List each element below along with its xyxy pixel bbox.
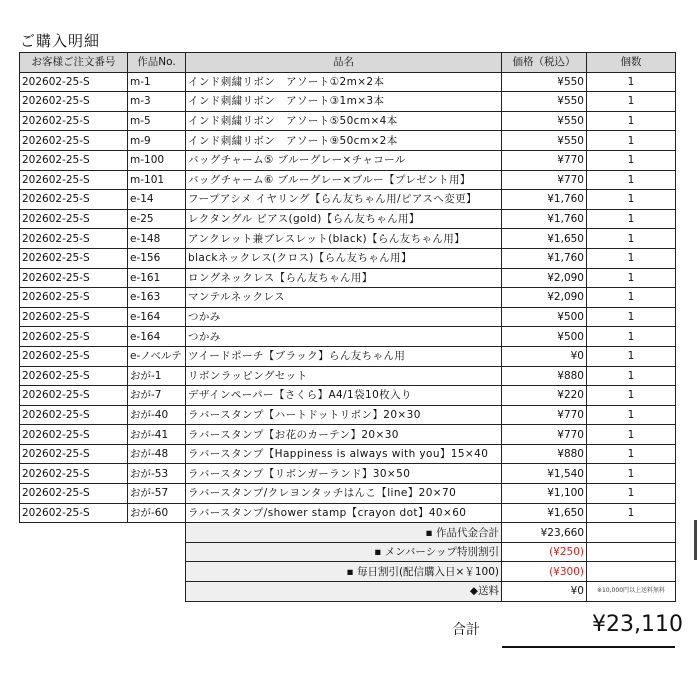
table-row <box>20 72 676 92</box>
table-row <box>20 405 676 425</box>
item-name-cell: ラバースタンプ【ハートドットリボン】20×30 <box>186 405 502 425</box>
item-name-cell: ツイードポーチ【ブラック】らん友ちゃん用 <box>186 346 502 366</box>
table-row <box>20 170 676 190</box>
order-number-cell: 202602-25-S <box>20 307 128 327</box>
item-code-cell: m-3 <box>128 92 186 112</box>
page-title: ご購入明細 <box>20 32 101 50</box>
price-cell: ¥880 <box>502 366 587 386</box>
item-name-cell: ラバースタンプ/クレヨンタッチはんこ【line】20×70 <box>186 484 502 504</box>
item-name-cell: インド刺繍リボン アソート③1m×3本 <box>186 92 502 112</box>
subtotal-row <box>20 523 676 543</box>
item-name-cell: ラバースタンプ【お花のカーテン】20×30 <box>186 425 502 445</box>
item-name-cell: つかみ <box>186 327 502 347</box>
table-row <box>20 425 676 445</box>
quantity-cell: 1 <box>587 307 676 327</box>
item-code-cell: m-5 <box>128 111 186 131</box>
price-cell: ¥880 <box>502 444 587 464</box>
table-row <box>20 150 676 170</box>
item-code-cell: e-148 <box>128 229 186 249</box>
order-number-cell: 202602-25-S <box>20 72 128 92</box>
order-number-cell: 202602-25-S <box>20 366 128 386</box>
price-cell: ¥1,650 <box>502 229 587 249</box>
order-number-cell: 202602-25-S <box>20 425 128 445</box>
shipping-note: ※10,000円以上送料無料 <box>587 582 676 602</box>
order-details-table <box>19 52 676 602</box>
quantity-cell: 1 <box>587 464 676 484</box>
order-number-cell: 202602-25-S <box>20 190 128 210</box>
quantity-cell: 1 <box>587 288 676 308</box>
order-number-cell: 202602-25-S <box>20 248 128 268</box>
item-code-cell: おが-48 <box>128 444 186 464</box>
quantity-cell: 1 <box>587 111 676 131</box>
header-order-number: お客様ご注文番号 <box>20 53 128 73</box>
price-cell: ¥1,100 <box>502 484 587 504</box>
item-name-cell: ロングネックレス【らん友ちゃん用】 <box>186 268 502 288</box>
order-number-cell: 202602-25-S <box>20 111 128 131</box>
table-row <box>20 288 676 308</box>
price-cell: ¥550 <box>502 131 587 151</box>
item-code-cell: m-100 <box>128 150 186 170</box>
table-row <box>20 209 676 229</box>
price-cell: ¥1,540 <box>502 464 587 484</box>
item-name-cell: マンテルネックレス <box>186 288 502 308</box>
table-row <box>20 92 676 112</box>
quantity-cell: 1 <box>587 72 676 92</box>
item-name-cell: フープアシメ イヤリング【らん友ちゃん用/ピアスへ変更】 <box>186 190 502 210</box>
table-header-row <box>20 53 676 73</box>
quantity-cell: 1 <box>587 92 676 112</box>
price-cell: ¥1,650 <box>502 503 587 523</box>
order-number-cell: 202602-25-S <box>20 209 128 229</box>
daily-discount-value: (¥300) <box>502 562 587 582</box>
item-code-cell: m-1 <box>128 72 186 92</box>
price-cell: ¥2,090 <box>502 268 587 288</box>
price-cell: ¥2,090 <box>502 288 587 308</box>
quantity-cell: 1 <box>587 444 676 464</box>
header-price: 価格（税込） <box>502 53 587 73</box>
subtotal-label: ▪ 作品代金合計 <box>186 523 502 543</box>
price-cell: ¥220 <box>502 386 587 406</box>
order-number-cell: 202602-25-S <box>20 346 128 366</box>
header-item-name: 品名 <box>186 53 502 73</box>
item-code-cell: e-14 <box>128 190 186 210</box>
price-cell: ¥550 <box>502 111 587 131</box>
item-code-cell: おが-40 <box>128 405 186 425</box>
item-name-cell: リボンラッピングセット <box>186 366 502 386</box>
item-code-cell: おが-7 <box>128 386 186 406</box>
price-cell: ¥500 <box>502 307 587 327</box>
item-code-cell: m-9 <box>128 131 186 151</box>
order-number-cell: 202602-25-S <box>20 92 128 112</box>
edge-marker <box>694 520 697 560</box>
table-row <box>20 268 676 288</box>
price-cell: ¥770 <box>502 425 587 445</box>
quantity-cell: 1 <box>587 346 676 366</box>
quantity-cell: 1 <box>587 425 676 445</box>
item-code-cell: e-156 <box>128 248 186 268</box>
shipping-row <box>20 582 676 602</box>
quantity-cell: 1 <box>587 268 676 288</box>
order-number-cell: 202602-25-S <box>20 503 128 523</box>
table-row <box>20 346 676 366</box>
quantity-cell: 1 <box>587 131 676 151</box>
total-amount: ¥23,110 <box>592 612 683 637</box>
table-row <box>20 190 676 210</box>
membership-discount-value: (¥250) <box>502 542 587 562</box>
quantity-cell: 1 <box>587 327 676 347</box>
order-number-cell: 202602-25-S <box>20 229 128 249</box>
item-code-cell: e-ノベルテ <box>128 346 186 366</box>
item-name-cell: インド刺繍リボン アソート⑨50cm×2本 <box>186 131 502 151</box>
shipping-value: ¥0 <box>502 582 587 602</box>
quantity-cell: 1 <box>587 170 676 190</box>
item-code-cell: おが-41 <box>128 425 186 445</box>
order-number-cell: 202602-25-S <box>20 484 128 504</box>
daily-discount-label: ▪ 毎日割引(配信購入日×￥100) <box>186 562 502 582</box>
item-code-cell: おが-60 <box>128 503 186 523</box>
table-row <box>20 307 676 327</box>
item-name-cell: blackネックレス(クロス)【らん友ちゃん用】 <box>186 248 502 268</box>
table-row <box>20 484 676 504</box>
order-number-cell: 202602-25-S <box>20 405 128 425</box>
price-cell: ¥550 <box>502 72 587 92</box>
item-code-cell: おが-53 <box>128 464 186 484</box>
item-name-cell: デザインペーパー【さくら】A4/1袋10枚入り <box>186 386 502 406</box>
quantity-cell: 1 <box>587 209 676 229</box>
item-name-cell: バッグチャーム⑤ ブルーグレー×チャコール <box>186 150 502 170</box>
table-row <box>20 111 676 131</box>
item-code-cell: e-161 <box>128 268 186 288</box>
order-number-cell: 202602-25-S <box>20 170 128 190</box>
table-row <box>20 229 676 249</box>
table-row <box>20 444 676 464</box>
total-underline <box>502 646 675 648</box>
price-cell: ¥0 <box>502 346 587 366</box>
item-name-cell: インド刺繍リボン アソート⑤50cm×4本 <box>186 111 502 131</box>
quantity-cell: 1 <box>587 190 676 210</box>
item-name-cell: つかみ <box>186 307 502 327</box>
order-number-cell: 202602-25-S <box>20 444 128 464</box>
item-name-cell: インド刺繍リボン アソート①2m×2本 <box>186 72 502 92</box>
header-quantity: 個数 <box>587 53 676 73</box>
membership-discount-label: ▪ メンバーシップ特別割引 <box>186 542 502 562</box>
total-label: 合計 <box>452 622 480 638</box>
table-row <box>20 327 676 347</box>
order-number-cell: 202602-25-S <box>20 150 128 170</box>
order-number-cell: 202602-25-S <box>20 327 128 347</box>
item-code-cell: おが-57 <box>128 484 186 504</box>
price-cell: ¥500 <box>502 327 587 347</box>
table-row <box>20 386 676 406</box>
item-name-cell: レクタングル ピアス(gold)【らん友ちゃん用】 <box>186 209 502 229</box>
header-item-code: 作品No. <box>128 53 186 73</box>
quantity-cell: 1 <box>587 405 676 425</box>
quantity-cell: 1 <box>587 484 676 504</box>
item-code-cell: おが-1 <box>128 366 186 386</box>
item-name-cell: アンクレット兼ブレスレット(black)【らん友ちゃん用】 <box>186 229 502 249</box>
quantity-cell: 1 <box>587 366 676 386</box>
price-cell: ¥770 <box>502 150 587 170</box>
price-cell: ¥550 <box>502 92 587 112</box>
quantity-cell: 1 <box>587 229 676 249</box>
item-name-cell: ラバースタンプ【Happiness is always with you】15×40 <box>186 444 502 464</box>
table-row <box>20 366 676 386</box>
daily-discount-row <box>20 562 676 582</box>
item-code-cell: e-25 <box>128 209 186 229</box>
quantity-cell: 1 <box>587 503 676 523</box>
item-name-cell: バッグチャーム⑥ ブルーグレー×ブルー【プレゼント用】 <box>186 170 502 190</box>
membership-discount-row <box>20 542 676 562</box>
price-cell: ¥1,760 <box>502 248 587 268</box>
item-code-cell: e-164 <box>128 307 186 327</box>
order-number-cell: 202602-25-S <box>20 268 128 288</box>
quantity-cell: 1 <box>587 150 676 170</box>
item-code-cell: m-101 <box>128 170 186 190</box>
quantity-cell: 1 <box>587 386 676 406</box>
price-cell: ¥770 <box>502 170 587 190</box>
order-number-cell: 202602-25-S <box>20 131 128 151</box>
order-number-cell: 202602-25-S <box>20 288 128 308</box>
shipping-label: ◆送料 <box>186 582 502 602</box>
item-name-cell: ラバースタンプ【リボンガーランド】30×50 <box>186 464 502 484</box>
item-name-cell: ラバースタンプ/shower stamp【crayon dot】40×60 <box>186 503 502 523</box>
order-number-cell: 202602-25-S <box>20 386 128 406</box>
price-cell: ¥770 <box>502 405 587 425</box>
order-number-cell: 202602-25-S <box>20 464 128 484</box>
table-row <box>20 503 676 523</box>
table-row <box>20 464 676 484</box>
item-code-cell: e-164 <box>128 327 186 347</box>
subtotal-value: ¥23,660 <box>502 523 587 543</box>
quantity-cell: 1 <box>587 248 676 268</box>
table-row <box>20 248 676 268</box>
item-code-cell: e-163 <box>128 288 186 308</box>
table-row <box>20 131 676 151</box>
price-cell: ¥1,760 <box>502 209 587 229</box>
price-cell: ¥1,760 <box>502 190 587 210</box>
